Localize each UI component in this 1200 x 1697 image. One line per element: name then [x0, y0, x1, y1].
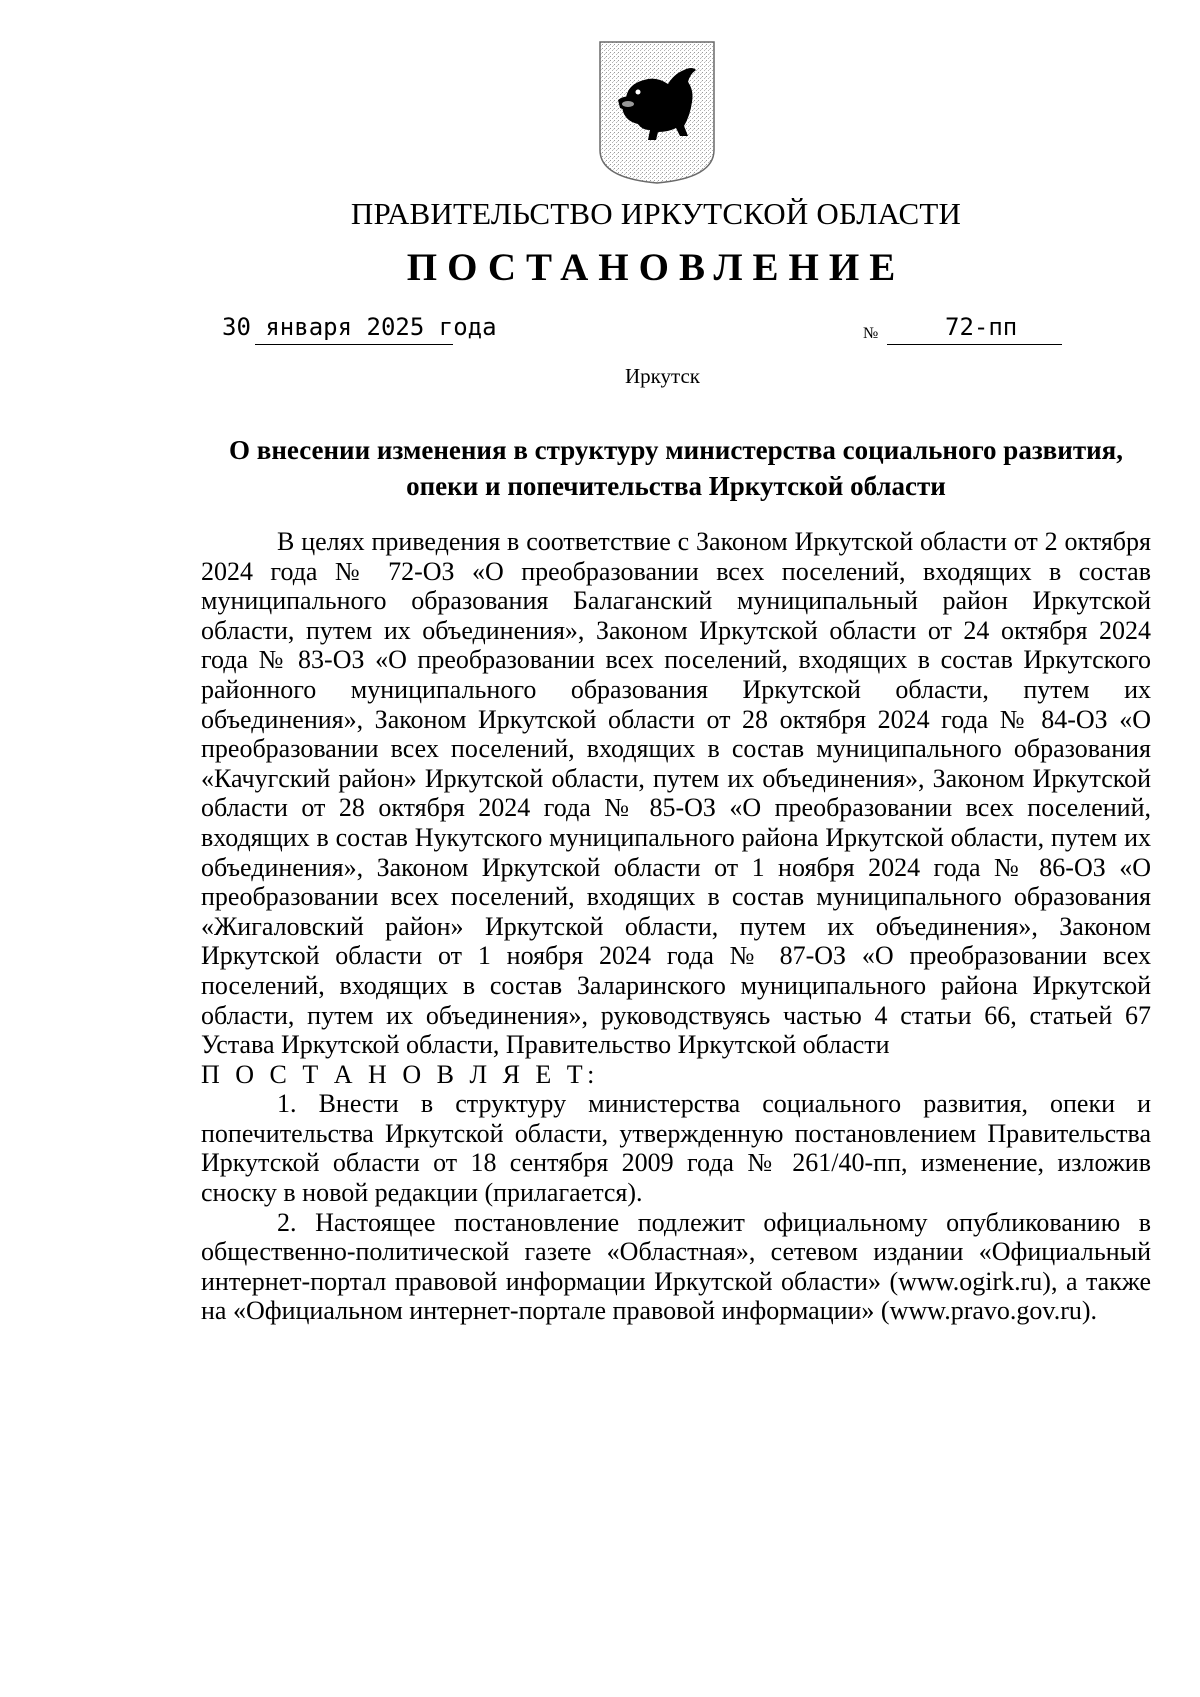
- document-number: 72-пп: [945, 313, 1018, 341]
- date-underline: [255, 344, 453, 345]
- city: Иркутск: [624, 364, 701, 388]
- document-body: [201, 527, 1151, 1326]
- resolves-heading: П О С Т А Н О В Л Я Е Т:: [201, 1059, 599, 1089]
- item-2-paragraph: 2. Настоящее постановление подлежит официальному опубликованию в общественно-политической газете «Областная», сетевом издании «Официальный интернет-портал правовой информации Иркутской области» (www.ogirk.ru), а также на «Официальном интернет-портале правовой информации» (www.pravo.gov.ru).: [201, 1207, 1151, 1326]
- document-date: 30 января 2025 года: [222, 313, 497, 341]
- subject-line-1: О внесении изменения в структуру министерства социального развития,: [229, 435, 1123, 465]
- item-1-paragraph: 1. Внести в структуру министерства социального развития, опеки и попечительства Иркутской области, утвержденную постановлением Правительства Иркутской области от 18 сентября 2009 года № 261/40-пп, изменение, изложив сноску в новой редакции (прилагается).: [201, 1089, 1151, 1208]
- subject-line-2: опеки и попечительства Иркутской области: [406, 471, 946, 501]
- document-subject: [200, 432, 1152, 504]
- preamble-paragraph: В целях приведения в соответствие с Законом Иркутской области от 2 октября 2024 года № 72-ОЗ «О преобразовании всех поселений, входящих в состав муниципального образования Балаганский муниципальный район Иркутской области, путем их объединения», Законом Иркутской области от 24 октября 2024 года № 83-ОЗ «О преобразовании всех поселений, входящих в состав Иркутского районного муниципального образования Иркутской области, путем их объединения», Законом Иркутской области от 28 октября 2024 года № 84-ОЗ «О преобразовании всех поселений, входящих в состав муниципального образования «Качугский район» Иркутской области, путем их объединения», Законом Иркутской области от 28 октября 2024 года № 85-ОЗ «О преобразовании всех поселений, входящих в состав Нукутского муниципального района Иркутской области, путем их объединения», Законом Иркутской области от 1 ноября 2024 года № 86-ОЗ «О преобразовании всех поселений, входящих в состав муниципального образования «Жигаловский район» Иркутской области, путем их объединения», Законом Иркутской области от 1 ноября 2024 года № 87-ОЗ «О преобразовании всех поселений, входящих в состав Заларинского муниципального района Иркутской области, путем их объединения», руководствуясь частью 4 статьи 66, статьей 67 Устава Иркутской области, Правительство Иркутской области: [201, 527, 1151, 1060]
- number-sign: №: [863, 325, 879, 342]
- government-name: ПРАВИТЕЛЬСТВО ИРКУТСКОЙ ОБЛАСТИ: [350, 196, 962, 231]
- number-underline: [887, 344, 1062, 345]
- document-type: ПОСТАНОВЛЕНИЕ: [406, 246, 906, 289]
- coat-of-arms-icon: [598, 40, 716, 185]
